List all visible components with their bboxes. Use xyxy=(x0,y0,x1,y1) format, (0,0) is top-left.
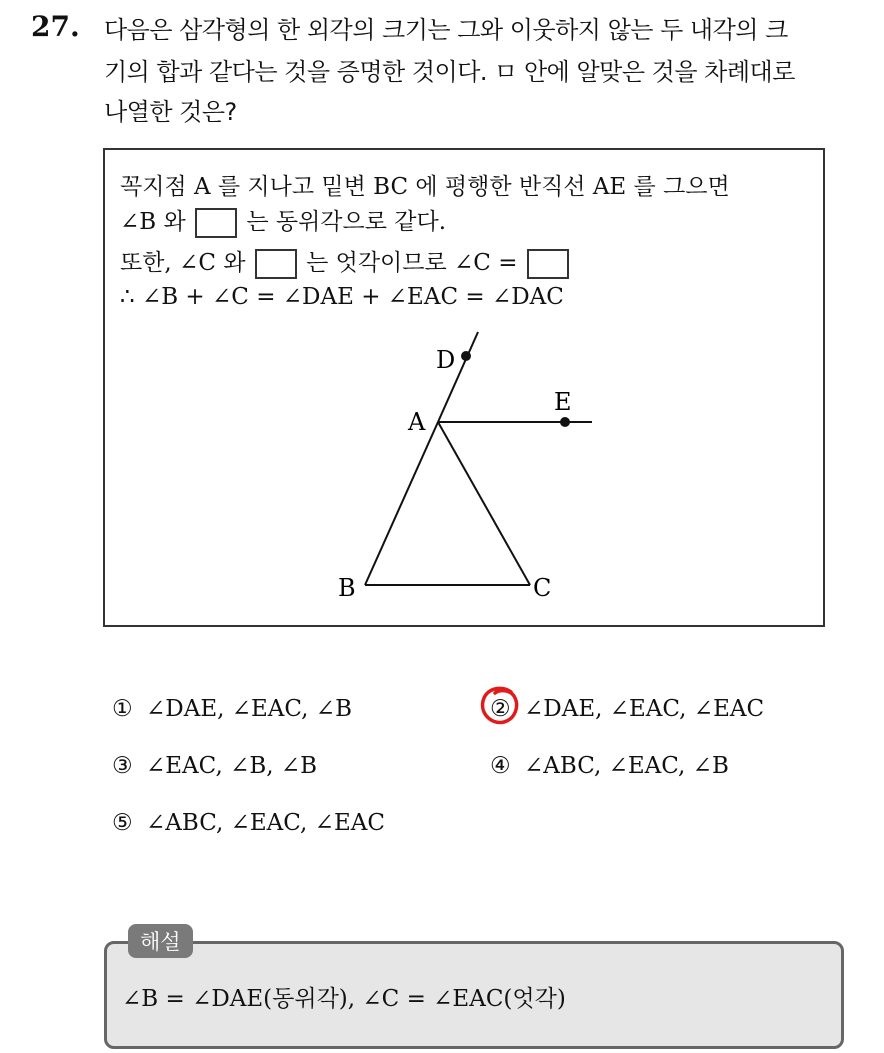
triangle-figure xyxy=(320,320,620,610)
choice-1-text: ∠DAE, ∠EAC, ∠B xyxy=(146,696,352,722)
choice-4[interactable] xyxy=(490,753,729,779)
label-d: D xyxy=(436,346,456,374)
choice-3-text: ∠EAC, ∠B, ∠B xyxy=(146,753,318,779)
choice-2-text: ∠DAE, ∠EAC, ∠EAC xyxy=(524,696,765,722)
choice-4-text: ∠ABC, ∠EAC, ∠B xyxy=(524,753,729,779)
question-text-line-3: 나열한 것은? xyxy=(104,98,237,126)
choice-4-mark: ④ xyxy=(490,753,511,779)
answer-blank-3 xyxy=(527,249,569,279)
choice-2[interactable] xyxy=(490,696,764,722)
proof-line-2-start: ∠B 와 xyxy=(120,209,186,235)
proof-line-3-mid: 는 엇각이므로 ∠C = xyxy=(306,250,518,276)
proof-line-1: 꼭지점 A 를 지나고 밑변 BC 에 평행한 반직선 AE 를 그으면 xyxy=(120,174,730,200)
proof-line-3 xyxy=(120,244,571,279)
proof-line-3-start: 또한, ∠C 와 xyxy=(120,250,246,276)
point-e xyxy=(560,417,570,427)
label-b: B xyxy=(338,574,356,602)
question-text-line-1: 다음은 삼각형의 한 외각의 크기는 그와 이웃하지 않는 두 내각의 크 xyxy=(104,16,788,44)
answer-blank-2 xyxy=(255,249,297,279)
proof-line-2 xyxy=(120,203,446,238)
choice-5[interactable] xyxy=(112,810,385,836)
answer-blank-1 xyxy=(195,208,237,238)
label-c: C xyxy=(533,574,552,602)
question-number: 27. xyxy=(31,10,80,43)
choice-3[interactable] xyxy=(112,753,317,779)
solution-text: ∠B = ∠DAE(동위각), ∠C = ∠EAC(엇각) xyxy=(122,986,566,1012)
label-e: E xyxy=(554,388,572,416)
choice-5-text: ∠ABC, ∠EAC, ∠EAC xyxy=(146,810,385,836)
segment-ab xyxy=(365,422,438,585)
choice-1-mark: ① xyxy=(112,696,133,722)
solution-tab: 해설 xyxy=(128,924,193,958)
choice-5-mark: ⑤ xyxy=(112,810,133,836)
point-d xyxy=(461,351,471,361)
answer-circle-mark-icon xyxy=(478,684,522,728)
question-text-line-2: 기의 합과 같다는 것을 증명한 것이다. ㅁ 안에 알맞은 것을 차례대로 xyxy=(104,58,795,86)
choice-3-mark: ③ xyxy=(112,753,133,779)
segment-ac xyxy=(438,422,530,585)
choice-1[interactable] xyxy=(112,696,352,722)
proof-line-2-end: 는 동위각으로 같다. xyxy=(246,209,447,235)
label-a: A xyxy=(408,408,426,436)
proof-line-4: ∴ ∠B + ∠C = ∠DAE + ∠EAC = ∠DAC xyxy=(120,284,564,310)
choice-2-mark: ② xyxy=(490,696,511,722)
